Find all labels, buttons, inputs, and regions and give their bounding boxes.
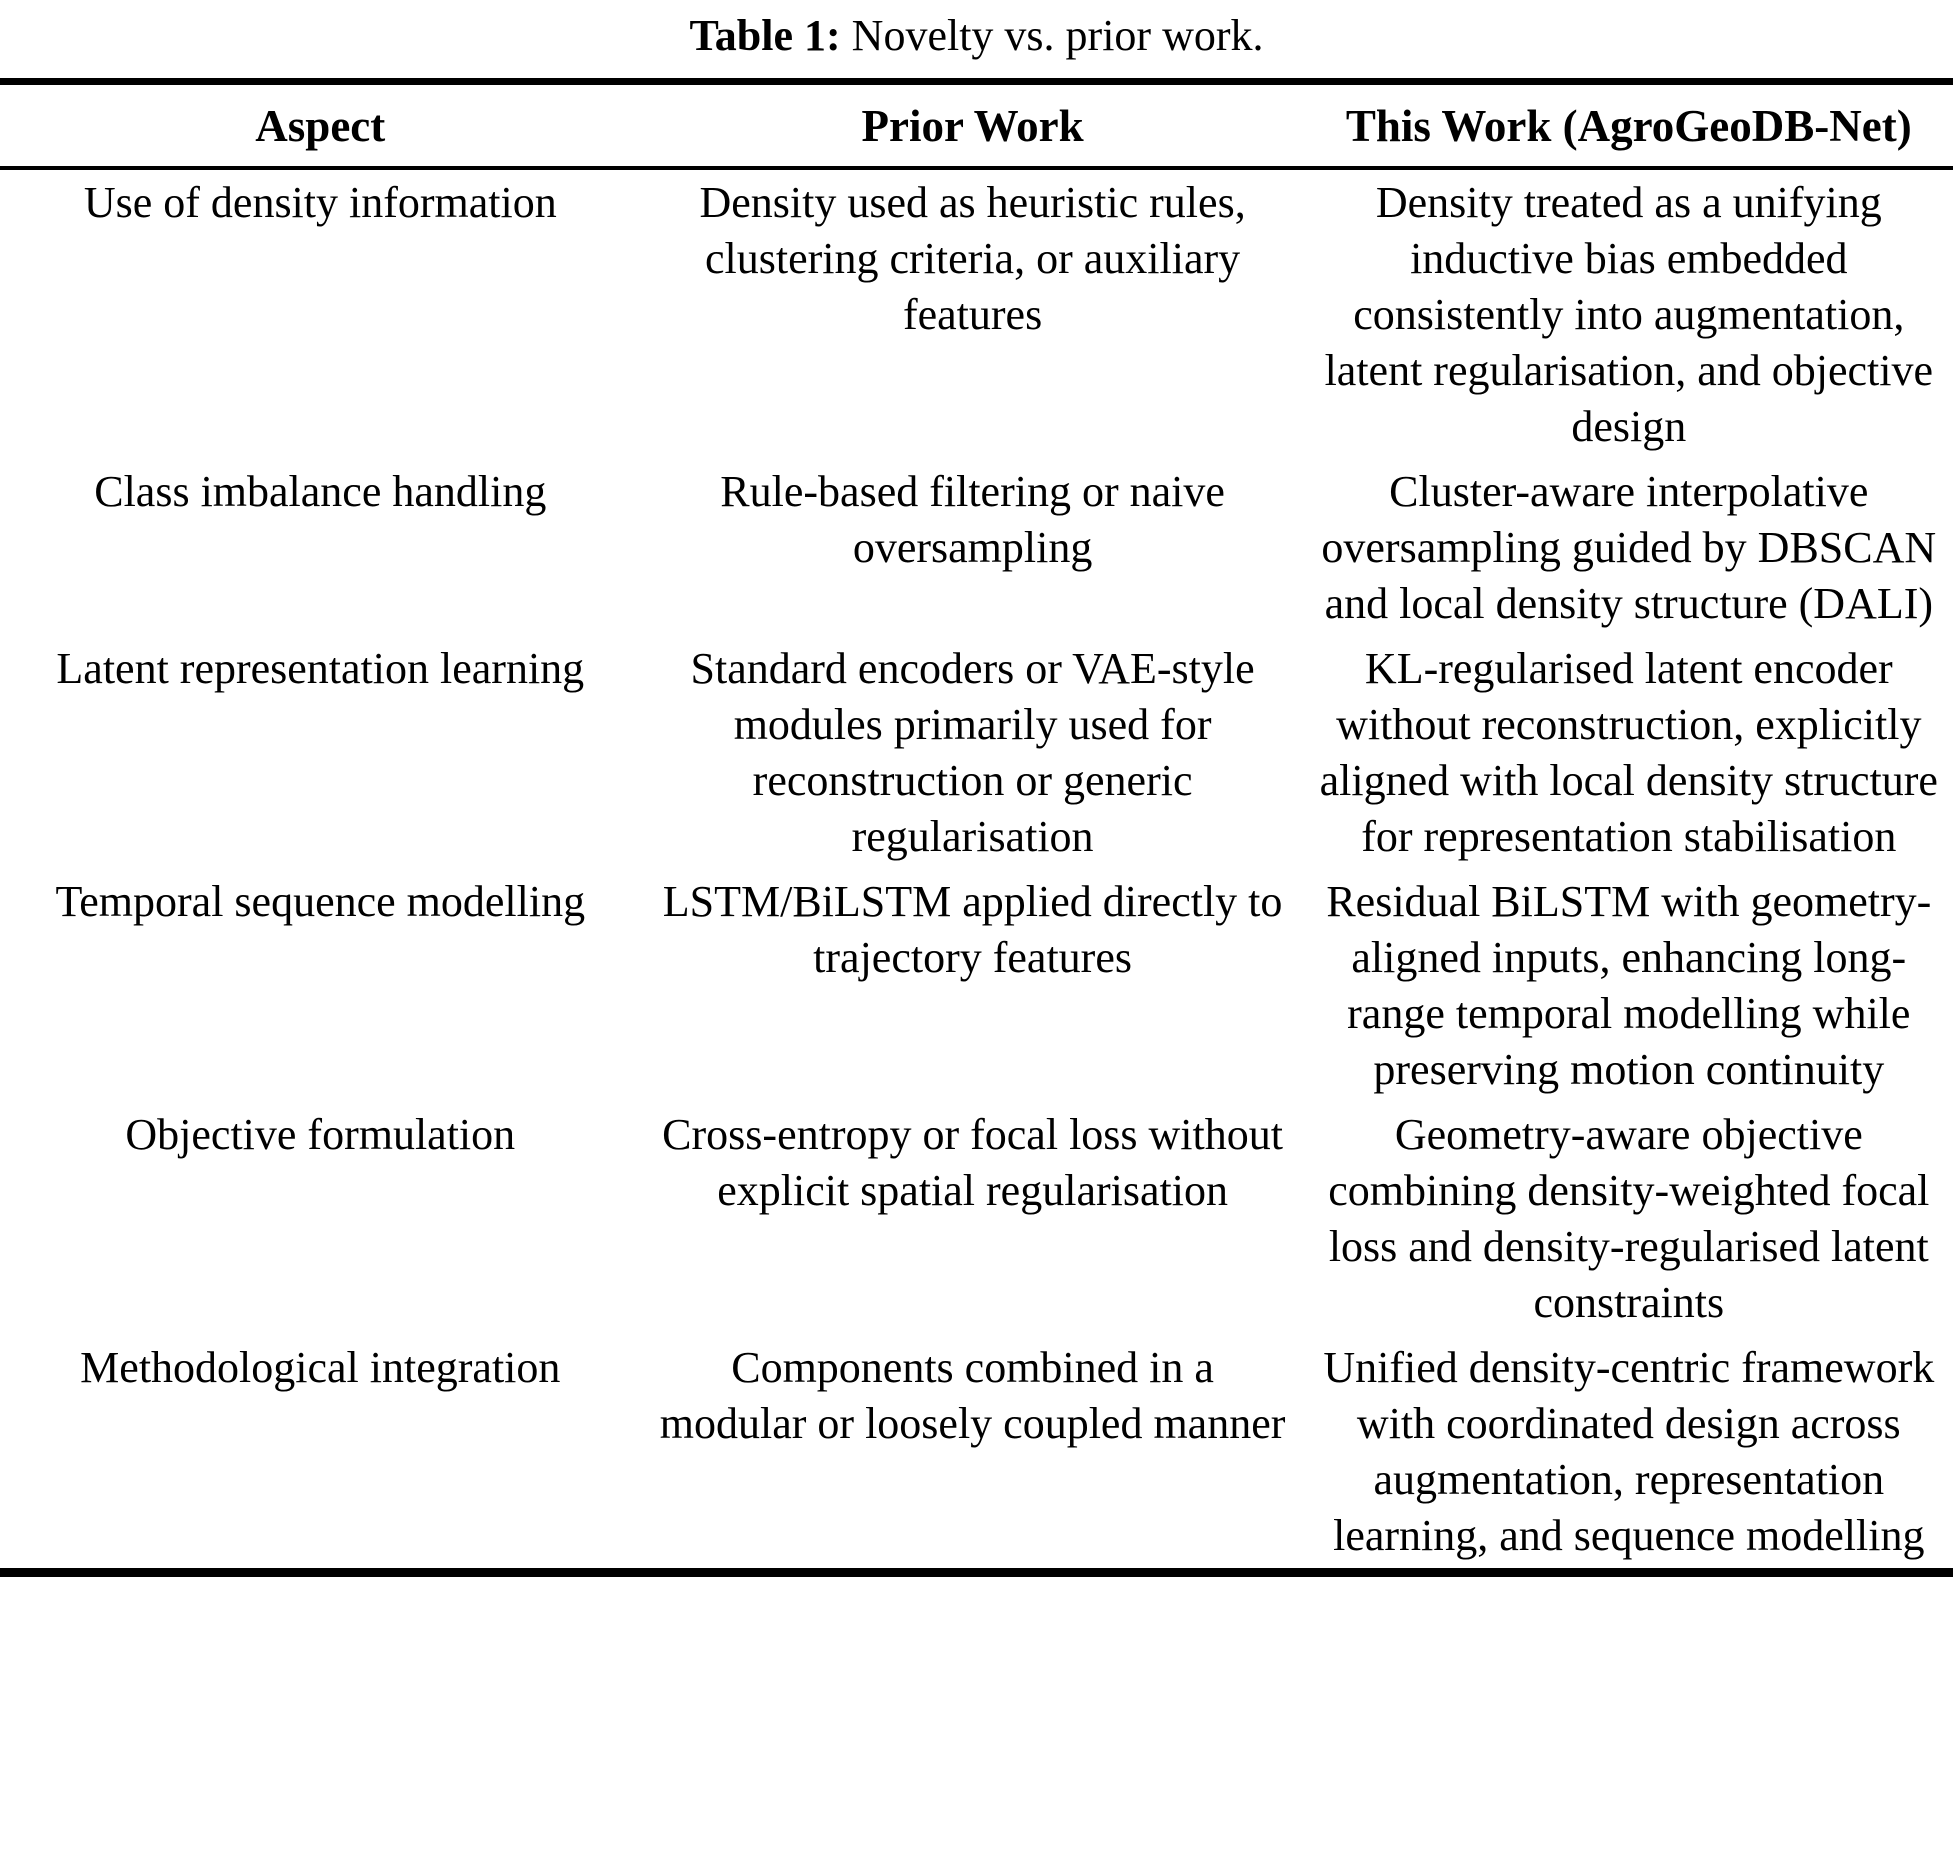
table-row: [0, 1102, 1953, 1335]
prior-work-cell: Density used as heuristic rules, clustering criteria, or auxiliary features: [699, 178, 1246, 339]
prior-work-cell: Rule-based filtering or naive oversampling: [720, 467, 1225, 572]
aspect-cell: Latent representation learning: [56, 644, 585, 693]
prior-work-cell: Standard encoders or VAE-style modules primarily used for reconstruction or generic regularisation: [690, 644, 1255, 861]
aspect-cell: Class imbalance handling: [94, 467, 547, 516]
column-header-prior-work: Prior Work: [641, 82, 1305, 169]
table-header-row: [0, 82, 1953, 169]
table-row: [0, 168, 1953, 459]
this-work-cell: Density treated as a unifying inductive bias embedded consistently into augmentation, latent regularisation, and objective design: [1324, 178, 1934, 451]
aspect-cell: Methodological integration: [80, 1343, 561, 1392]
table-row: [0, 1335, 1953, 1573]
aspect-cell: Temporal sequence modelling: [55, 877, 586, 926]
prior-work-cell: Components combined in a modular or loosely coupled manner: [659, 1343, 1286, 1448]
table-caption: [0, 8, 1953, 64]
novelty-vs-prior-work-table: [0, 78, 1953, 1577]
table-row: [0, 869, 1953, 1102]
column-header-this-work: This Work (AgroGeoDB-Net): [1305, 82, 1953, 169]
aspect-cell: Objective formulation: [125, 1110, 516, 1159]
this-work-cell: Unified density-centric framework with coordinated design across augmentation, representation learning, and sequence modelling: [1323, 1343, 1935, 1560]
table-caption-label: Table 1:: [689, 11, 841, 60]
table-row: [0, 459, 1953, 636]
this-work-cell: KL-regularised latent encoder without reconstruction, explicitly aligned with local density structure for representation stabilisation: [1319, 644, 1938, 861]
prior-work-cell: Cross-entropy or focal loss without explicit spatial regularisation: [662, 1110, 1283, 1215]
table-row: [0, 636, 1953, 869]
aspect-cell: Use of density information: [83, 178, 557, 227]
this-work-cell: Residual BiLSTM with geometry-aligned inputs, enhancing long-range temporal modelling while preserving motion continuity: [1326, 877, 1932, 1094]
table-caption-text: Novelty vs. prior work.: [840, 11, 1264, 60]
this-work-cell: Geometry-aware objective combining density-weighted focal loss and density-regularised latent constraints: [1328, 1110, 1930, 1327]
this-work-cell: Cluster-aware interpolative oversampling guided by DBSCAN and local density structure (DALI): [1321, 467, 1937, 628]
column-header-aspect: Aspect: [0, 82, 641, 169]
prior-work-cell: LSTM/BiLSTM applied directly to trajectory features: [662, 877, 1283, 982]
